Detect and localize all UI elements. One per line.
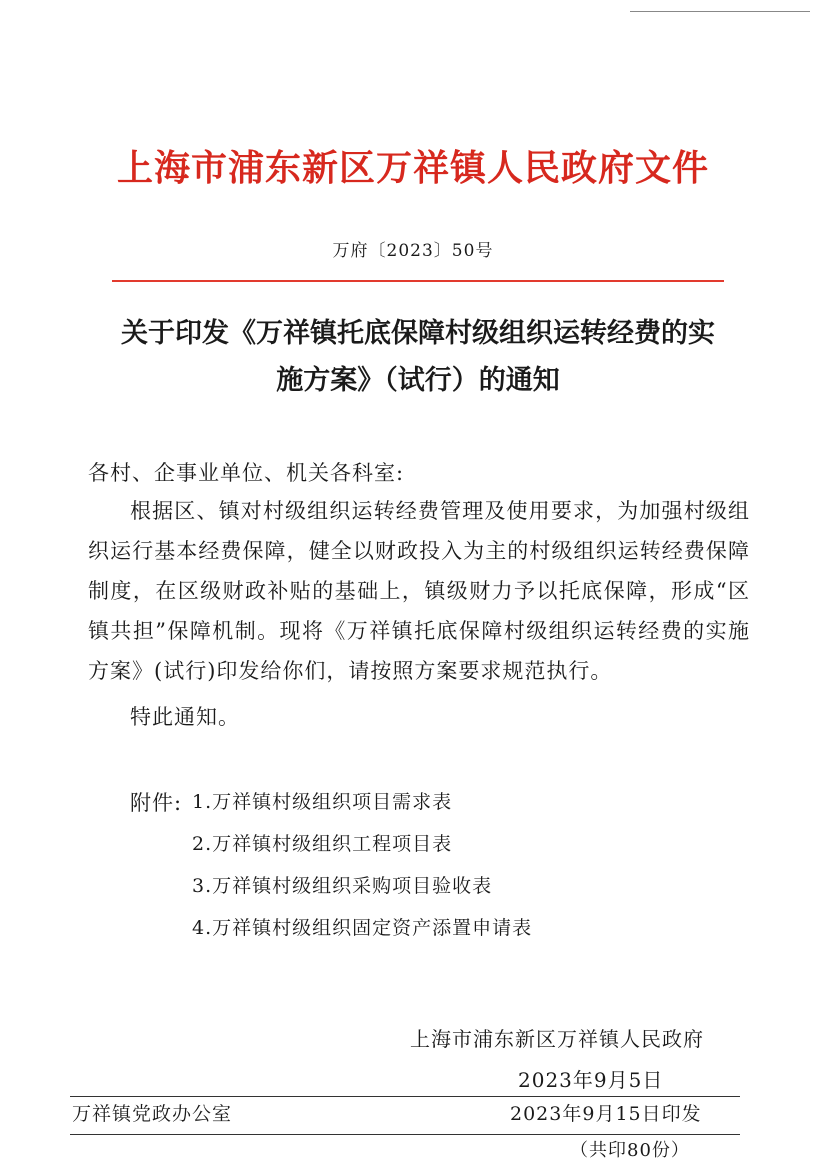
footer-copies: （共印80份） <box>570 1140 690 1161</box>
body-paragraph: 根据区、镇对村级组织运转经费管理及使用要求，为加强村级组织运行基本经费保障，健全以财政投入为主的村级组织运转经费保障制度，在区级财政补贴的基础上，镇级财力予以托底保障，形成“区镇共担”保障机制。现将《万祥镇托底保障村级组织运转经费的实施方案》(试行)印发给你们，请按照方案要求规范执行。 <box>88 499 750 683</box>
footer-print-date: 2023年9月15日印发 <box>510 1103 702 1125</box>
red-divider <box>112 280 724 282</box>
document-title-line-2: 施方案》（试行）的通知 <box>276 365 560 396</box>
attachment-item: 3.万祥镇村级组织采购项目验收表 <box>192 875 493 897</box>
document-number: 万府〔2023〕50号 <box>332 241 494 261</box>
footer-rule-top <box>70 1096 740 1097</box>
signature-organization: 上海市浦东新区万祥镇人民政府 <box>410 1027 704 1051</box>
footer-rule-bottom <box>70 1134 740 1135</box>
attachment-item: 4.万祥镇村级组织固定资产添置申请表 <box>192 917 533 939</box>
issuer-header-title: 上海市浦东新区万祥镇人民政府文件 <box>116 147 709 189</box>
document-title <box>88 310 748 404</box>
closing-line: 特此通知。 <box>130 705 240 729</box>
salutation: 各村、企事业单位、机关各科室: <box>88 461 405 485</box>
scan-edge-line <box>630 11 810 12</box>
attachment-item: 2.万祥镇村级组织工程项目表 <box>192 833 453 855</box>
document-title-line-1: 关于印发《万祥镇托底保障村级组织运转经费的实 <box>121 318 715 349</box>
signature-date: 2023年9月5日 <box>518 1068 664 1092</box>
footer-office: 万祥镇党政办公室 <box>72 1103 233 1125</box>
attachments-label: 附件: <box>130 791 183 815</box>
attachment-item: 1.万祥镇村级组织项目需求表 <box>192 791 453 813</box>
